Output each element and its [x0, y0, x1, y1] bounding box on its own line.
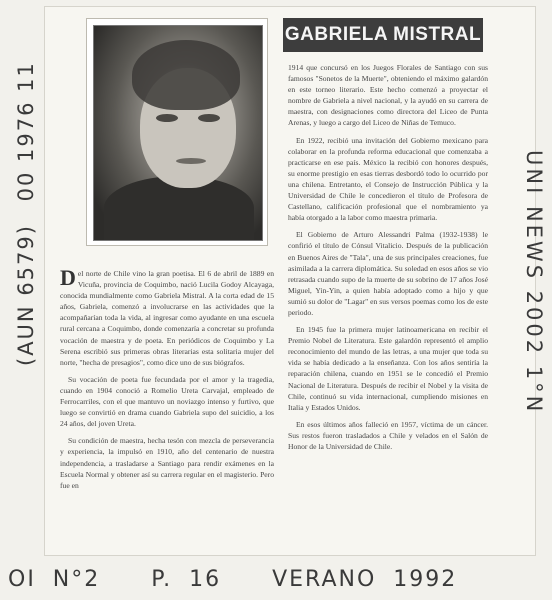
paragraph: 1914 que concursó en los Juegos Florales de Santiago con sus famosos "Sonetos de la Muerte", obteniendo el máximo galardón en este torneo literario. Este hecho comenzó a proyectar el nombre de Gabriela a nivel nacional, y la ayudó en su carrera de maestra, con designaciones como directora del Liceo de Punta Arenas, y luego a cargo del Liceo de Niñas de Temuco.: [288, 63, 488, 128]
dropcap: D: [60, 268, 76, 290]
handwritten-page: P. 16: [151, 567, 222, 592]
paragraph: En esos últimos años falleció en 1957, víctima de un cáncer. Sus restos fueron trasladados a Chile y velados en el Salón de Honor de la Universidad de Chile.: [288, 419, 488, 451]
article-column-right: [288, 62, 488, 546]
paragraph: El Gobierno de Arturo Alessandri Palma (1932-1938) le confirió el título de Cónsul Vitalicio. Después de la publicación en Buenos Aires de "Tala", una de sus principales creaciones, fue asimilada a la carrera diplomática. Su soledad en esos años se vio retrasada cuando supo de la muerte de su sobrino de 17 años José Miguel, Yin-Yin, a quien había adoptado como a hijo y que sumió su dolor de "Lagar" en sus versos poemas como los de este periodo.: [288, 230, 488, 317]
portrait-photo: [93, 25, 263, 241]
article-column-left: [60, 268, 274, 546]
handwritten-footer: [8, 567, 491, 592]
paragraph: En 1922, recibió una invitación del Gobierno mexicano para colaborar en la profunda reforma educacional que comenzaba a practicarse en ese país. México la recibió con honores después, su enorme prestigio en esas tierras desbordó todo lo ocurrido por una chilena. Entretanto, el Consejo de Instrucción Pública y la Universidad de Chile le concedieron el título de Profesora de Castellano, calificación profesional que el nombramiento ya había otorgado a la labor como maestra primaria.: [288, 135, 488, 223]
paragraph: Su vocación de poeta fue fecundada por el amor y la tragedia, cuando en 1904 conoció a Romelio Ureta Carvajal, empleado de Ferrocarriles, con el que mantuvo un noviazgo intenso y furtivo, que luego se convirtió en drama cuando Gabriela supo del suicidio, a los 24 años, del joven Ureta.: [60, 374, 274, 429]
handwritten-issue: OI N°2: [8, 567, 101, 592]
portrait-photo-frame: [86, 18, 268, 246]
title-banner: [283, 18, 483, 52]
paragraph: Su condición de maestra, hecha tesón con mezcla de perseverancia y experiencia, la impulsó en 1910, año del centenario de nuestra independencia, a trasladarse a Santiago para rendir exámenes en la Escuela Normal y obtener así su carrera regular en el magisterio. Pero fue en: [60, 436, 274, 490]
portrait-eye: [198, 114, 220, 122]
handwritten-date: VERANO 1992: [272, 567, 458, 592]
article-title: GABRIELA MISTRAL: [284, 24, 482, 45]
paragraph: Del norte de Chile vino la gran poetisa. El 6 de abril de 1889 en Vicuña, provincia de Coquimbo, nació Lucila Godoy Alcayaga, conocida mundialmente como Gabriela Mistral. A la corta edad de 15 años, Gabriela, comenzó a involucrarse en las actividades que la acompañarían toda la vida, al ingresar como ayudante en una escuela rural cercana a Coquimbo, donde comenzaría a concretar su profunda vocación de maestra y de poeta. En periódicos de Coquimbo y La Serena escribió sus primeras obras literarias esta solitaria mujer del norte, "hecha de presagios", como dice uno de sus biógrafos.: [60, 268, 274, 367]
handwritten-code-2: 00 1976 11: [14, 61, 38, 202]
paragraph: En 1945 fue la primera mujer latinoamericana en recibir el Premio Nobel de Literatura. Este galardón representó el amplio reconocimiento del mundo de las letras, a una mujer que toda su vida se había dedicado a la enseñanza. Con los años sentiría la reparación chilena, cuando en 1951 se le concedió el Premio Nacional de Literatura. Después de recibir el Nobel y la visita de Chile, continuó su vida internacional, cumpliendo misiones en Italia y Estados Unidos.: [288, 325, 488, 412]
handwritten-code-1: (AUN 6579): [14, 224, 38, 366]
portrait-mouth: [176, 158, 206, 164]
portrait-eye: [156, 114, 178, 122]
handwritten-archive-code: [14, 61, 38, 366]
portrait-hair: [132, 40, 240, 110]
handwritten-source-note: UNI NEWS 2002 1°N: [522, 150, 546, 415]
